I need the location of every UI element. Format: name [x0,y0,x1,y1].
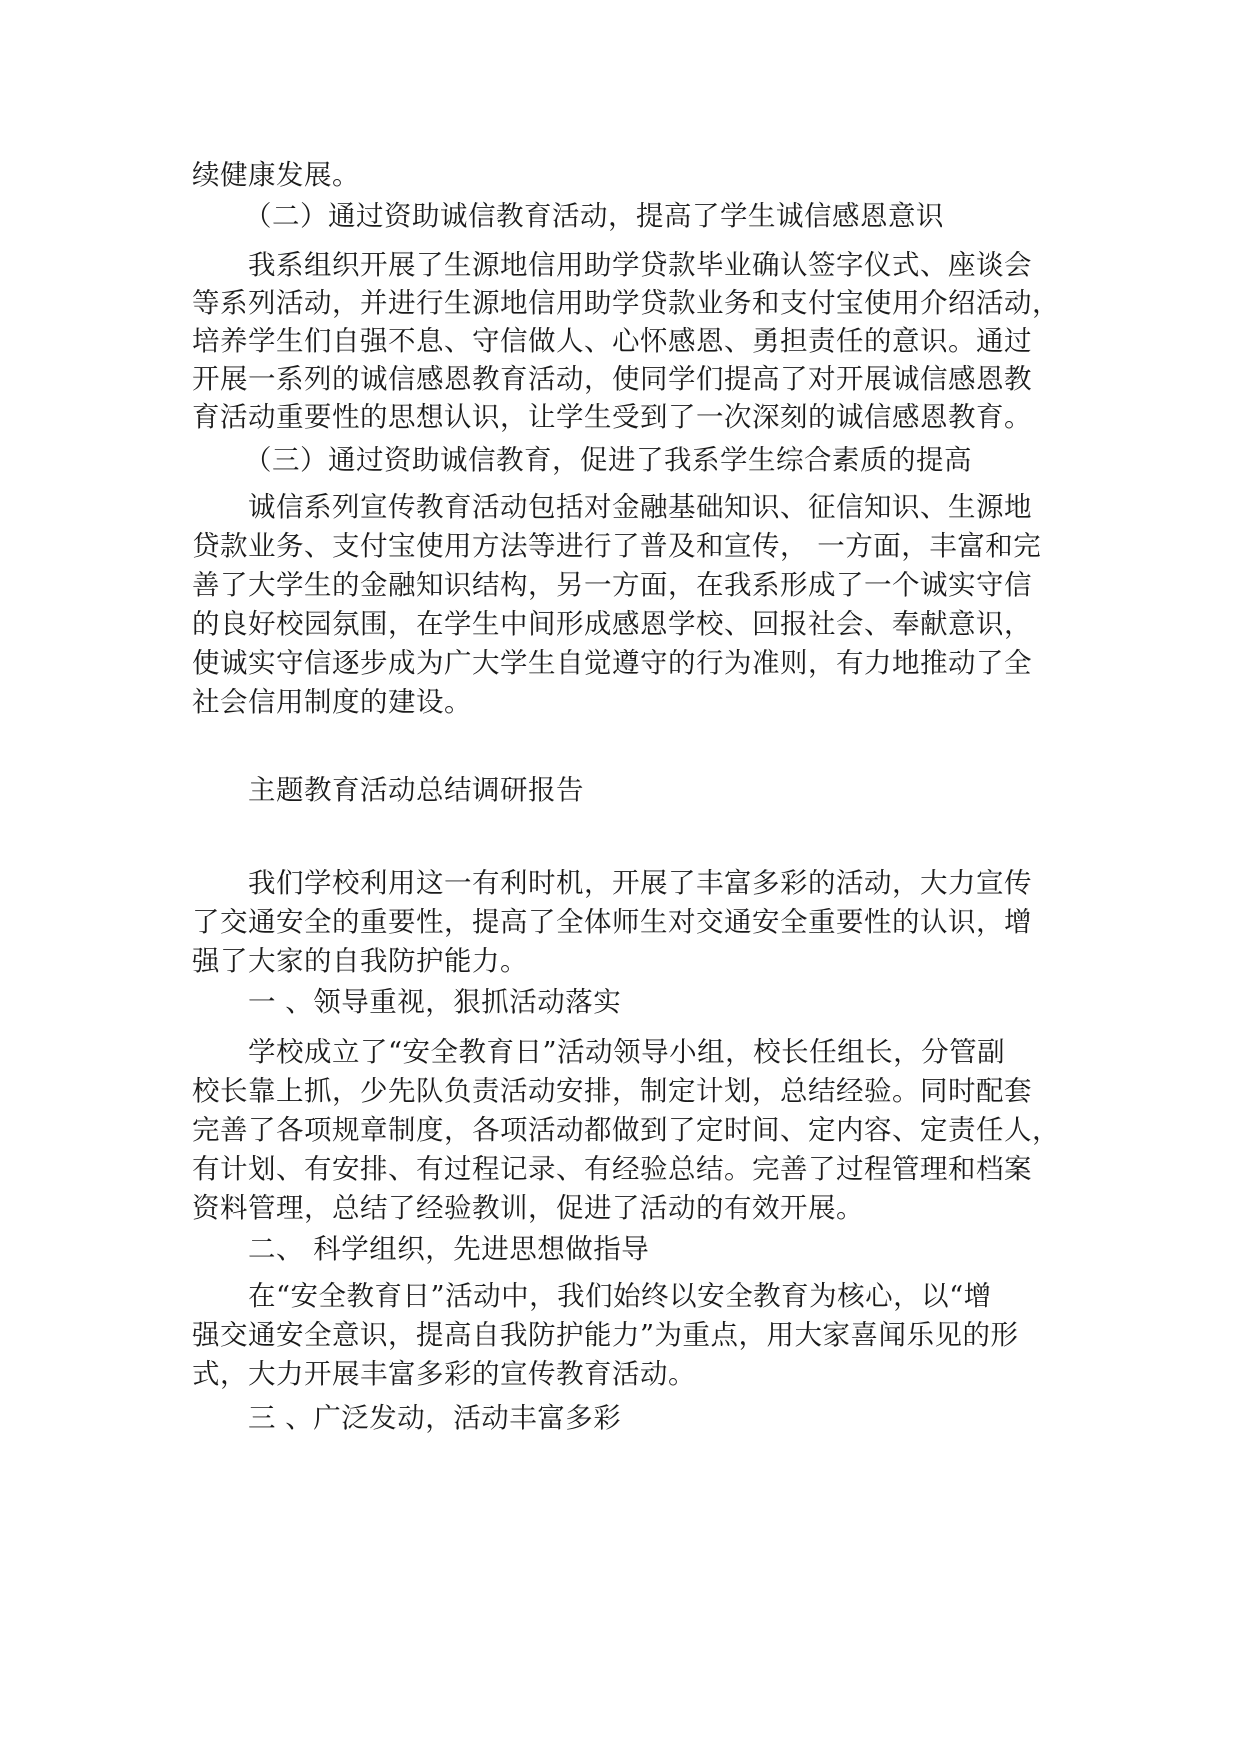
text-line: 社会信用制度的建设。 [192,686,472,718]
text-line: 育活动重要性的思想认识，让学生受到了一次深刻的诚信感恩教育。 [192,401,1032,433]
text-line: 在“安全教育日”活动中，我们始终以安全教育为核心，以“增 [248,1280,992,1312]
text-line: 资料管理，总结了经验教训，促进了活动的有效开展。 [192,1192,864,1224]
text-line: 诚信系列宣传教育活动包括对金融基础知识、征信知识、生源地 [248,491,1032,523]
section-heading: 三 、广泛发动，活动丰富多彩 [248,1402,622,1434]
section-heading: （二）通过资助诚信教育活动，提高了学生诚信感恩意识 [244,200,944,232]
text-line: 校长靠上抓，少先队负责活动安排，制定计划，总结经验。同时配套 [192,1075,1032,1107]
text-line: 开展一系列的诚信感恩教育活动，使同学们提高了对开展诚信感恩教 [192,363,1032,395]
text-line: 了交通安全的重要性，提高了全体师生对交通安全重要性的认识，增 [192,906,1032,938]
text-line: 有计划、有安排、有过程记录、有经验总结。完善了过程管理和档案 [192,1153,1032,1185]
text-line: 学校成立了“安全教育日”活动领导小组，校长任组长，分管副 [248,1036,1006,1068]
text-line: 等系列活动，并进行生源地信用助学贷款业务和支付宝使用介绍活动， [192,287,1060,319]
text-line: 强交通安全意识，提高自我防护能力”为重点，用大家喜闻乐见的形 [192,1319,1019,1351]
text-line: 培养学生们自强不息、守信做人、心怀感恩、勇担责任的意识。通过 [192,325,1032,357]
text-line: 我们学校利用这一有利时机，开展了丰富多彩的活动，大力宣传 [248,867,1032,899]
text-line: 使诚实守信逐步成为广大学生自觉遵守的行为准则，有力地推动了全 [192,647,1032,679]
text-line: 我系组织开展了生源地信用助学贷款毕业确认签字仪式、座谈会 [248,249,1032,281]
section-heading: 一 、领导重视，狠抓活动落实 [248,986,622,1018]
text-line: 强了大家的自我防护能力。 [192,945,528,977]
section-heading: （三）通过资助诚信教育，促进了我系学生综合素质的提高 [244,444,972,476]
text-line: 式，大力开展丰富多彩的宣传教育活动。 [192,1358,696,1390]
document-title: 主题教育活动总结调研报告 [248,774,584,806]
text-line: 贷款业务、支付宝使用方法等进行了普及和宣传， 一方面，丰富和完 [192,530,1042,562]
text-line: 完善了各项规章制度，各项活动都做到了定时间、定内容、定责任人， [192,1114,1060,1146]
text-line: 善了大学生的金融知识结构，另一方面，在我系形成了一个诚实守信 [192,569,1032,601]
section-heading: 二、 科学组织，先进思想做指导 [248,1233,650,1265]
text-line: 的良好校园氛围，在学生中间形成感恩学校、回报社会、奉献意识， [192,608,1032,640]
text-line: 续健康发展。 [192,159,360,191]
